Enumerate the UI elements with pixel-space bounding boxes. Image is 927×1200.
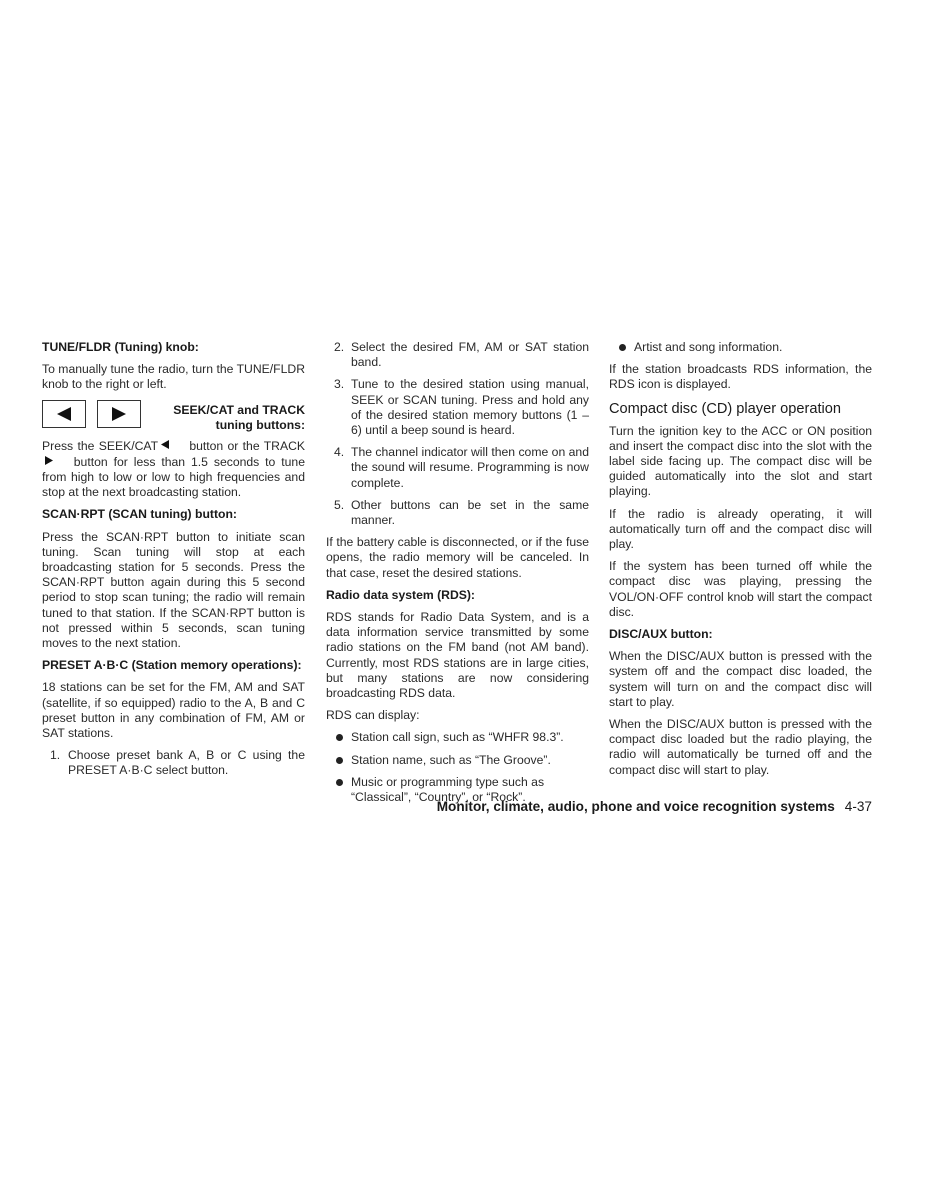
list-item-text: Station name, such as “The Groove”.	[351, 752, 551, 767]
left-arrow-icon	[56, 407, 72, 421]
step-number: 5.	[334, 497, 345, 512]
para-scan: Press the SCAN·RPT button to initiate scan tuning. Scan tuning will stop at each broadcasting station for 5 seconds. Press the SCAN·RPT button again during this 5 second period to stop scan tuning; the radio will remain tuned to that station. If the SCAN·RPT button is not pressed within 5 seconds, scan tuning moves to the next station.	[42, 529, 305, 651]
heading-disc-aux: DISC/AUX button:	[609, 627, 713, 642]
para-cd-3: If the system has been turned off while the compact disc was playing, pressing the VOL/ON·OFF control knob will start the compact disc.	[609, 559, 872, 619]
seek-track-heading	[152, 403, 305, 433]
preset-steps-list-1	[42, 748, 305, 778]
column-1	[42, 340, 305, 786]
heading-cd-player: Compact disc (CD) player operation	[609, 400, 841, 417]
right-arrow-icon	[111, 407, 127, 421]
para-rds-icon: If the station broadcasts RDS information, the RDS icon is displayed.	[609, 362, 872, 392]
step-item	[326, 498, 589, 528]
small-right-arrow-icon	[45, 454, 53, 469]
seek-text-c: TRACK	[263, 438, 306, 453]
step-text: The channel indicator will then come on and the sound will resume. Programming is now complete.	[351, 445, 589, 490]
footer-section-title: Monitor, climate, audio, phone and voice recognition systems	[436, 799, 835, 814]
page-number: 4-37	[844, 799, 872, 814]
column-2	[326, 340, 589, 812]
seek-text-d: button for less than 1.5 seconds to tune from high to low or low to high frequencies and stop at the next broadcasting station.	[42, 454, 305, 500]
bullet-icon	[336, 757, 343, 764]
step-text: Other buttons can be set in the same manner.	[351, 497, 589, 528]
rds-display-list	[326, 730, 589, 805]
seek-track-heading-line2: tuning buttons:	[215, 417, 305, 432]
step-number: 2.	[334, 340, 345, 354]
list-item-text: Station call sign, such as “WHFR 98.3”.	[351, 730, 564, 745]
seek-text-a: Press the SEEK/CAT	[42, 438, 159, 453]
seek-left-button	[42, 400, 86, 428]
list-item-text: Artist and song information.	[634, 340, 783, 354]
list-item-text: Music or programming type such as “Classical”, “Country”, or “Rock”.	[351, 774, 545, 805]
preset-steps-list-2	[326, 340, 589, 528]
list-item	[326, 730, 589, 745]
step-item	[326, 377, 589, 438]
para-preset: 18 stations can be set for the FM, AM and SAT (satellite, if so equipped) radio to the A, B and C preset button in any combination of FM, AM or SAT stations.	[42, 680, 305, 741]
para-cd-1: Turn the ignition key to the ACC or ON position and insert the compact disc into the slot with the label side facing up. The compact disc will be guided automatically into the slot and start playing.	[609, 423, 872, 499]
para-disc-1: When the DISC/AUX button is pressed with the system off and the compact disc loaded, the system will turn on and the compact disc will start to play.	[609, 649, 872, 709]
step-text: Select the desired FM, AM or SAT station band.	[351, 340, 589, 370]
small-left-arrow-icon	[161, 438, 169, 453]
para-battery: If the battery cable is disconnected, or if the fuse opens, the radio memory will be canceled. In that case, reset the desired stations.	[326, 535, 589, 580]
para-rds: RDS stands for Radio Data System, and is a data information service transmitted by some radio stations on the FM band (not AM band). Currently, most RDS stations are in large cities, but many stations are now considering broadcasting RDS data.	[326, 610, 589, 701]
track-right-button	[97, 400, 141, 428]
heading-tune-knob: TUNE/FLDR (Tuning) knob:	[42, 340, 199, 354]
column-3	[609, 340, 872, 785]
list-item	[609, 340, 872, 355]
para-rds-display: RDS can display:	[326, 708, 420, 723]
rds-display-list-cont	[609, 340, 872, 355]
step-text: Choose preset bank A, B or C using the PRESET A·B·C select button.	[68, 748, 305, 778]
heading-rds: Radio data system (RDS):	[326, 587, 475, 602]
heading-scan-button: SCAN·RPT (SCAN tuning) button:	[42, 507, 237, 522]
seek-track-heading-line1: SEEK/CAT and TRACK	[173, 402, 305, 417]
seek-text-b: button or the	[189, 438, 260, 453]
heading-preset: PRESET A·B·C (Station memory operations):	[42, 658, 302, 673]
bullet-icon	[336, 779, 343, 786]
step-item	[42, 748, 305, 778]
list-item	[326, 753, 589, 768]
step-number: 1.	[50, 748, 61, 763]
para-cd-2: If the radio is already operating, it will automatically turn off and the compact disc will play.	[609, 506, 872, 552]
step-number: 4.	[334, 445, 345, 460]
seek-track-buttons-figure	[42, 400, 305, 430]
step-number: 3.	[334, 377, 345, 392]
para-seek-track	[42, 438, 305, 501]
step-item	[326, 445, 589, 491]
step-item	[326, 340, 589, 370]
para-tune-knob: To manually tune the radio, turn the TUNE/FLDR knob to the right or left.	[42, 362, 305, 392]
bullet-icon	[336, 734, 343, 741]
bullet-icon	[619, 344, 626, 351]
step-text: Tune to the desired station using manual, SEEK or SCAN tuning. Press and hold any of the desired station memory buttons (1 – 6) until a beep sound is heard.	[351, 377, 589, 438]
page-footer	[400, 799, 872, 814]
para-disc-2: When the DISC/AUX button is pressed with the compact disc loaded but the radio playing, the radio will automatically be turned off and the compact disc will start to play.	[609, 717, 872, 777]
